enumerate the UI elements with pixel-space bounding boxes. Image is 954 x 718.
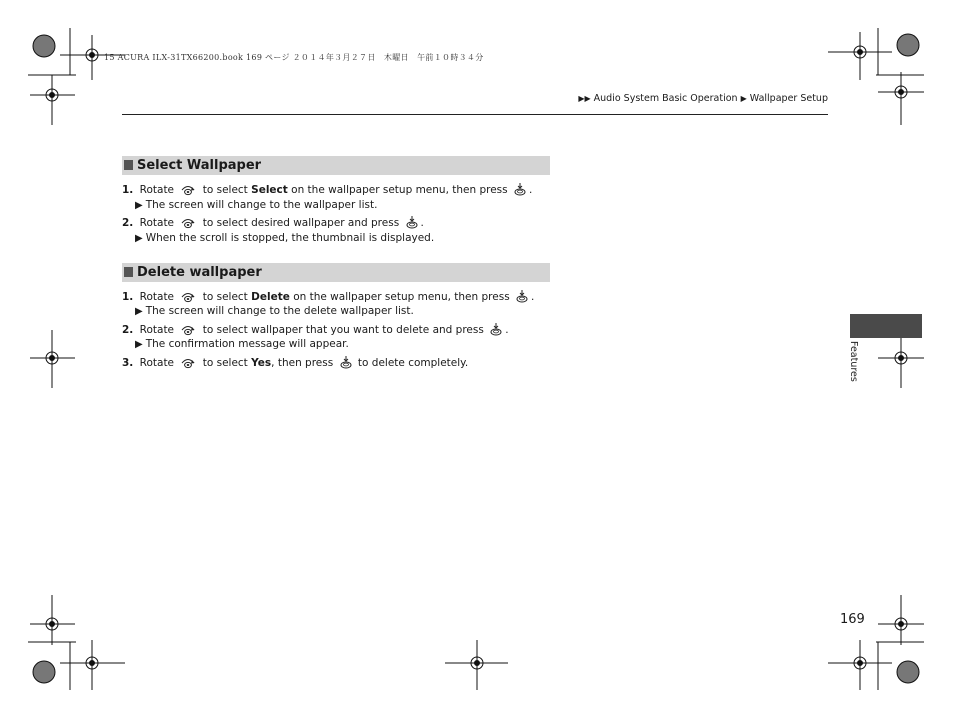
keyword: Yes — [251, 357, 272, 369]
section-title: Select Wallpaper — [137, 158, 262, 173]
header-rule — [122, 114, 828, 115]
keyword: Select — [251, 184, 288, 196]
breadcrumb-marker: ▶▶ — [578, 94, 591, 103]
breadcrumb-level2: Wallpaper Setup — [749, 93, 828, 104]
breadcrumb — [578, 93, 828, 104]
section-title: Delete wallpaper — [137, 265, 262, 280]
chapter-tab-label: Features — [848, 341, 859, 382]
keyword: Delete — [251, 291, 290, 303]
step-select-1: 1. Rotate to select Select on the wallpaper setup menu, then press . — [122, 184, 533, 196]
result-triangle-icon: ▶ — [135, 233, 143, 244]
step-delete-2: 2. Rotate to select wallpaper that you want to delete and press . — [122, 324, 509, 336]
interface-dial-press-icon — [513, 182, 527, 196]
step-delete-3: 3. Rotate to select Yes, then press to delete completely. — [122, 357, 469, 369]
section-square-icon — [124, 267, 133, 277]
interface-dial-press-icon — [515, 289, 529, 303]
page-number: 169 — [840, 612, 865, 627]
interface-dial-press-icon — [489, 322, 503, 336]
chapter-tab — [850, 314, 922, 338]
step-delete-1: 1. Rotate to select Delete on the wallpaper setup menu, then press . — [122, 291, 535, 303]
print-header: 15 ACURA ILX-31TX66200.book 169 ページ ２０１４年３月２７日 木曜日 午前１０時３４分 — [104, 53, 484, 62]
step-select-2: 2. Rotate to select desired wallpaper and press . — [122, 217, 424, 229]
interface-dial-press-icon — [339, 355, 353, 369]
result-triangle-icon: ▶ — [135, 339, 143, 350]
interface-dial-rotate-icon — [179, 289, 197, 303]
step-select-2-result: ▶ When the scroll is stopped, the thumbnail is displayed. — [135, 232, 435, 244]
interface-dial-press-icon — [405, 215, 419, 229]
step-delete-1-result: ▶ The screen will change to the delete wallpaper list. — [135, 305, 414, 317]
interface-dial-rotate-icon — [179, 182, 197, 196]
step-delete-2-result: ▶ The confirmation message will appear. — [135, 338, 349, 350]
section-square-icon — [124, 160, 133, 170]
result-triangle-icon: ▶ — [135, 306, 143, 317]
result-triangle-icon: ▶ — [135, 200, 143, 211]
breadcrumb-separator: ▶ — [740, 94, 747, 103]
section-header-select-wallpaper — [122, 156, 550, 175]
interface-dial-rotate-icon — [179, 215, 197, 229]
breadcrumb-level1: Audio System Basic Operation — [593, 93, 738, 104]
section-header-delete-wallpaper — [122, 263, 550, 282]
interface-dial-rotate-icon — [179, 355, 197, 369]
step-select-1-result: ▶ The screen will change to the wallpaper list. — [135, 199, 378, 211]
interface-dial-rotate-icon — [179, 322, 197, 336]
